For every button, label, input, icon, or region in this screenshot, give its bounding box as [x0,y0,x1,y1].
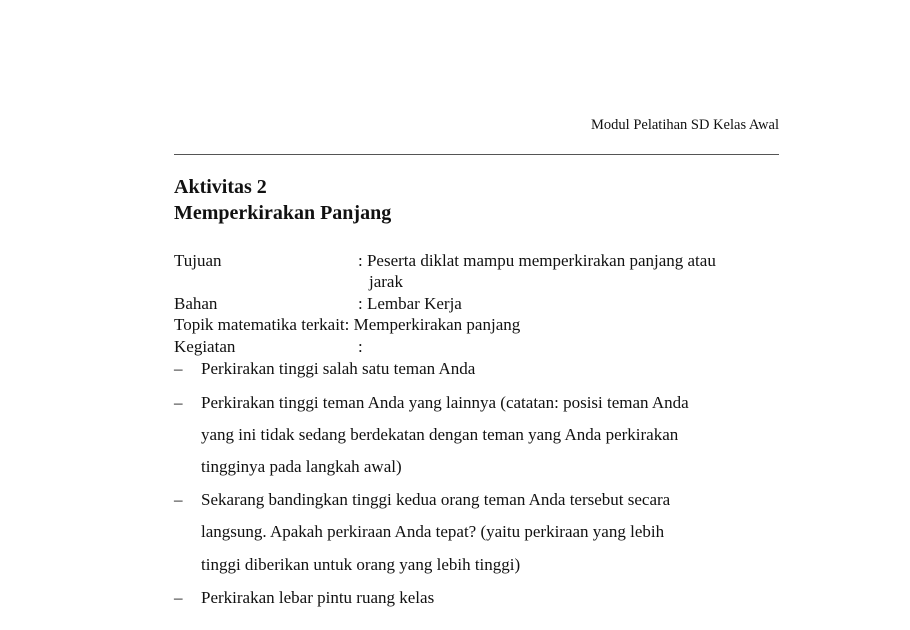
step-3-line-2: langsung. Apakah perkiraan Anda tepat? (yaitu perkiraan yang lebih [201,522,665,541]
activity-title-heading: Memperkirakan Panjang [174,202,392,224]
running-header: Modul Pelatihan SD Kelas Awal [591,117,779,133]
bullet-dash: – [174,588,183,607]
step-3-line-3: tinggi diberikan untuk orang yang lebih tinggi) [201,555,521,574]
bahan-label: Bahan [174,294,218,313]
kegiatan-value: : [358,337,363,356]
tujuan-label: Tujuan [174,251,222,270]
step-2-line-3: tingginya pada langkah awal) [201,457,402,476]
tujuan-value: : Peserta diklat mampu memperkirakan panjang atau [358,251,716,270]
activity-number-heading: Aktivitas 2 [174,176,267,198]
bullet-dash: – [174,359,183,378]
bullet-dash: – [174,490,183,509]
tujuan-value-continued: jarak [369,272,403,291]
bullet-dash: – [174,393,183,412]
kegiatan-label: Kegiatan [174,337,236,356]
step-3-line-1: Sekarang bandingkan tinggi kedua orang teman Anda tersebut secara [201,490,671,509]
bahan-value: : Lembar Kerja [358,294,462,313]
header-divider [174,154,779,155]
step-2-line-1: Perkirakan tinggi teman Anda yang lainnya (catatan: posisi teman Anda [201,393,689,412]
step-2-line-2: yang ini tidak sedang berdekatan dengan teman yang Anda perkirakan [201,425,679,444]
step-4-line-1: Perkirakan lebar pintu ruang kelas [201,588,435,607]
step-1-line-1: Perkirakan tinggi salah satu teman Anda [201,359,476,378]
topik-line: Topik matematika terkait: Memperkirakan panjang [174,315,521,334]
